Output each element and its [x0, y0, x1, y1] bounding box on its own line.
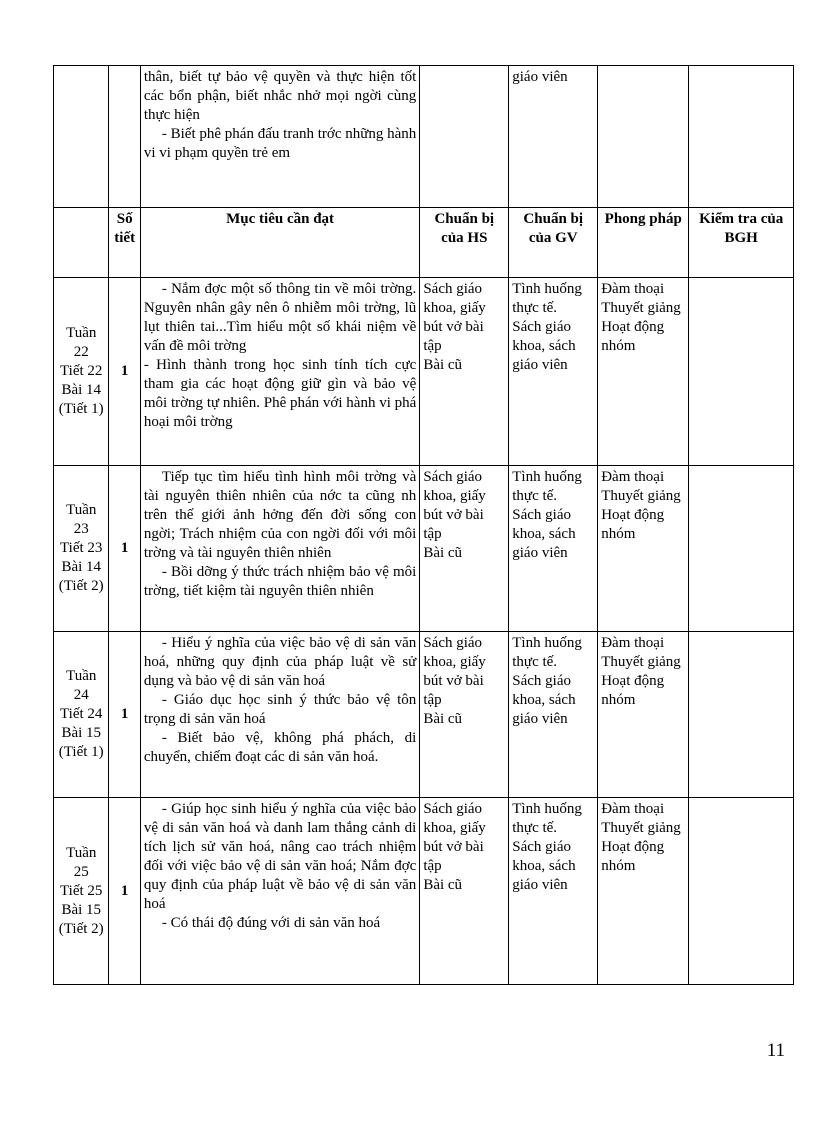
header-review: Kiểm tra của BGH — [689, 208, 794, 278]
objective-line: - Bồi dỡng ý thức trách nhiệm bảo vệ môi trờng, tiết kiệm tài nguyên thiên nhiên — [143, 564, 417, 599]
week-line: (Tiết 1) — [58, 744, 104, 760]
week-cell — [54, 278, 109, 466]
student-prep-cell — [420, 632, 509, 798]
method-cell — [598, 466, 689, 632]
prep-line: Bài cũ — [423, 357, 463, 373]
student-prep-cell — [420, 66, 509, 208]
objective-line: - Giúp học sinh hiểu ý nghĩa của việc bảo vệ di sản văn hoá và danh lam thắng cảnh di tích lịch sử văn hoá, nâng cao trách nhiệm đối với việc bảo vệ di sản văn hoá; Nắm đợc quy định của pháp luật về bảo vệ di sản văn hoá — [143, 801, 417, 912]
week-cell — [54, 798, 109, 985]
objective-line: - Biết phê phán đấu tranh trớc những hành vi vi phạm quyền trẻ em — [143, 126, 417, 161]
prep-line: Tình huống — [512, 635, 582, 651]
objective-line: Tiếp tục tìm hiểu tình hình môi trờng và tài nguyên thiên nhiên của nớc ta cũng nh trên thế giới ảnh hởng đến đời sống con ngời; Trách nhiệm của con ngời đối với môi trờng và tài nguyên thiên nhiên — [143, 469, 417, 561]
header-week — [54, 208, 109, 278]
method-line: Thuyết giảng — [601, 300, 681, 316]
objectives-cell — [140, 66, 419, 208]
student-prep-cell — [420, 798, 509, 985]
prep-line: thực tế. — [512, 488, 558, 504]
week-line: Tiết 22 — [60, 363, 103, 379]
review-cell — [689, 466, 794, 632]
objective-line: - Có thái độ đúng với di sản văn hoá — [161, 915, 381, 931]
prep-line: thực tế. — [512, 300, 558, 316]
method-line: Thuyết giảng — [601, 820, 681, 836]
teacher-prep-cell — [509, 632, 598, 798]
student-prep-cell — [420, 278, 509, 466]
week-line: Tiết 25 — [60, 882, 103, 899]
method-cell — [598, 632, 689, 798]
prep-line: giáo viên — [512, 545, 568, 561]
objectives-cell — [140, 466, 419, 632]
prep-line: khoa, giấy — [423, 300, 486, 316]
prep-line: Sách giáo — [512, 673, 571, 689]
teacher-prep-cell: giáo viên — [509, 66, 598, 208]
method-line: nhóm — [601, 858, 636, 874]
prep-line: Sách giáo — [512, 507, 571, 523]
week-line: Tuần 24 — [66, 668, 97, 703]
method-line: nhóm — [601, 692, 636, 708]
continuation-row — [54, 66, 794, 208]
objective-line: - Hình thành trong học sinh tính tích cực tham gia các hoạt động giữ gìn và bảo vệ môi trờng tự nhiên. Phê phán với hành vi phá hoại môi trờng — [143, 357, 417, 430]
prep-line: giáo viên — [512, 357, 568, 373]
method-line: Hoạt động — [601, 673, 665, 689]
table-row — [54, 278, 794, 466]
review-cell — [689, 632, 794, 798]
prep-line: Sách giáo — [423, 801, 483, 817]
method-line: Hoạt động — [601, 319, 665, 335]
prep-line: Sách giáo — [512, 319, 571, 335]
method-line: Đàm thoại — [601, 801, 665, 817]
week-line: Bài 15 — [61, 725, 102, 741]
teacher-prep-cell — [509, 278, 598, 466]
prep-line: Tình huống — [512, 469, 582, 485]
review-cell — [689, 66, 794, 208]
periods-cell: 1 — [109, 632, 140, 798]
week-line: Tuần 23 — [66, 502, 97, 537]
prep-line: khoa, sách — [512, 526, 576, 542]
table-row — [54, 466, 794, 632]
header-row — [54, 208, 794, 278]
week-line: Tuần 25 — [66, 844, 97, 880]
table-row — [54, 632, 794, 798]
objective-line: - Hiểu ý nghĩa của việc bảo vệ di sản văn hoá, những quy định của pháp luật về sử dụng và bảo vệ di sản văn hoá — [143, 635, 417, 689]
prep-line: khoa, sách — [512, 858, 576, 874]
week-cell — [54, 466, 109, 632]
objective-line: - Nắm đợc một số thông tin về môi trờng. Nguyên nhân gây nên ô nhiễm môi trờng, lũ lụt thiên tai...Tìm hiểu một số khái niệm về vấn đề môi trờng — [143, 281, 417, 354]
objectives-cell — [140, 632, 419, 798]
teacher-prep-cell — [509, 466, 598, 632]
header-method: Phong pháp — [598, 208, 689, 278]
method-line: Hoạt động — [601, 839, 665, 855]
method-cell — [598, 66, 689, 208]
prep-line: giáo viên — [512, 711, 568, 727]
week-line: Bài 14 — [61, 382, 102, 398]
prep-line: bút vở bài tập — [423, 839, 484, 874]
periods-cell — [109, 66, 140, 208]
periods-cell: 1 — [109, 466, 140, 632]
review-cell — [689, 278, 794, 466]
header-periods: Số tiết — [109, 208, 140, 278]
prep-line: bút vở bài tập — [423, 319, 484, 354]
prep-line: Sách giáo — [512, 839, 571, 855]
prep-line: Sách giáo — [423, 281, 483, 297]
week-line: (Tiết 2) — [58, 578, 104, 594]
method-line: nhóm — [601, 526, 636, 542]
prep-line: Bài cũ — [423, 545, 463, 561]
student-prep-cell — [420, 466, 509, 632]
prep-line: khoa, giấy — [423, 820, 486, 836]
week-line: (Tiết 1) — [58, 401, 104, 417]
lesson-plan-table — [53, 65, 794, 985]
header-objectives: Mục tiêu cần đạt — [140, 208, 419, 278]
method-line: nhóm — [601, 338, 636, 354]
prep-line: thực tế. — [512, 820, 558, 836]
prep-line: khoa, sách — [512, 338, 576, 354]
week-cell — [54, 66, 109, 208]
week-line: Tiết 24 — [60, 706, 103, 722]
week-line: Tuần 22 — [66, 325, 97, 360]
prep-line: khoa, giấy — [423, 654, 486, 670]
week-line: Tiết 23 — [60, 540, 103, 556]
prep-line: thực tế. — [512, 654, 558, 670]
method-line: Thuyết giảng — [601, 488, 681, 504]
prep-line: khoa, sách — [512, 692, 576, 708]
method-line: Thuyết giảng — [601, 654, 681, 670]
review-cell — [689, 798, 794, 985]
page-number: 11 — [766, 1040, 785, 1061]
header-teacher-prep: Chuẩn bị của GV — [509, 208, 598, 278]
header-student-prep: Chuẩn bị của HS — [420, 208, 509, 278]
method-cell — [598, 798, 689, 985]
prep-line: khoa, giấy — [423, 488, 486, 504]
prep-line: Sách giáo — [423, 635, 483, 651]
objective-line: thân, biết tự bảo vệ quyền và thực hiện tốt các bổn phận, biết nhắc nhở mọi ngời cùng thực hiện — [143, 69, 417, 123]
objectives-cell — [140, 798, 419, 985]
prep-line: Tình huống — [512, 801, 582, 817]
table-row — [54, 798, 794, 985]
objective-line: - Giáo dục học sinh ý thức bảo vệ tôn trọng di sản văn hoá — [143, 692, 417, 727]
objectives-cell — [140, 278, 419, 466]
periods-cell: 1 — [109, 798, 140, 985]
method-cell — [598, 278, 689, 466]
method-line: Đàm thoại — [601, 281, 665, 297]
week-line: Bài 15 — [61, 901, 102, 918]
prep-line: Tình huống — [512, 281, 582, 297]
prep-line: bút vở bài tập — [423, 507, 484, 542]
periods-cell: 1 — [109, 278, 140, 466]
week-cell — [54, 632, 109, 798]
prep-line: bút vở bài tập — [423, 673, 484, 708]
prep-line: Bài cũ — [423, 711, 463, 727]
week-line: Bài 14 — [61, 559, 102, 575]
method-line: Đàm thoại — [601, 469, 665, 485]
prep-line: Sách giáo — [423, 469, 483, 485]
prep-line: Bài cũ — [423, 877, 463, 893]
method-line: Đàm thoại — [601, 635, 665, 651]
teacher-prep-cell — [509, 798, 598, 985]
week-line: (Tiết 2) — [58, 920, 104, 937]
method-line: Hoạt động — [601, 507, 665, 523]
objective-line: - Biết bảo vệ, không phá phách, di chuyển, chiếm đoạt các di sản văn hoá. — [143, 730, 417, 765]
prep-line: giáo viên — [512, 877, 568, 893]
